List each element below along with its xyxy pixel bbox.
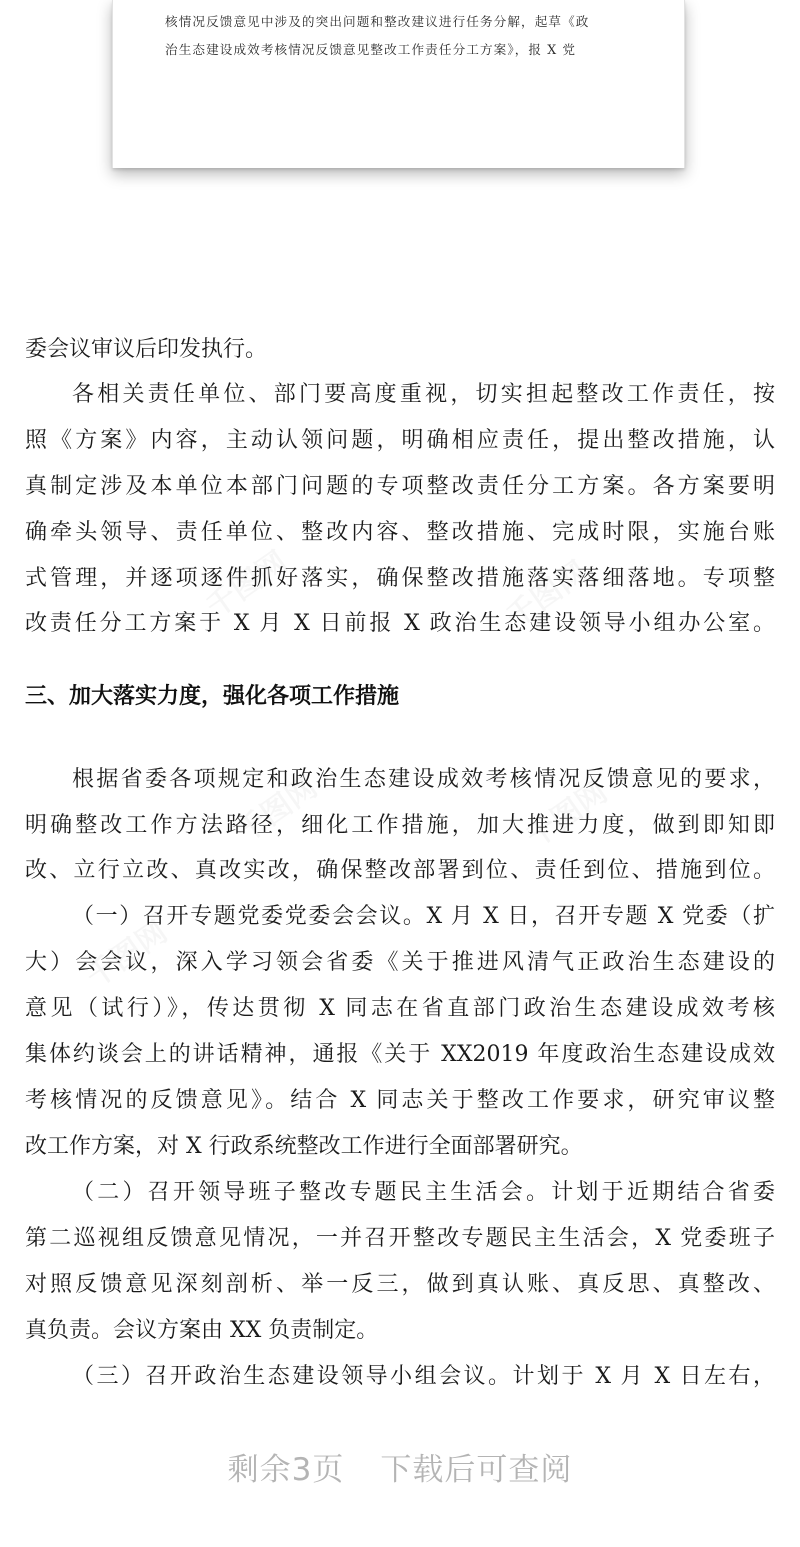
preview-text-line: 核情况反馈意见中涉及的突出问题和整改建议进行任务分解，起草《政 xyxy=(165,14,590,29)
body-text-line: 明确整改工作方法路径，细化工作措施，加大推进力度，做到即知即 xyxy=(25,813,775,838)
body-text-line: 各相关责任单位、部门要高度重视，切实担起整改工作责任，按 xyxy=(72,382,775,407)
body-text-line: 考核情况的反馈意见》。结合 X 同志关于整改工作要求，研究审议整 xyxy=(25,1088,775,1113)
body-text-line: 真负责。会议方案由 XX 负责制定。 xyxy=(25,1318,379,1343)
body-text-line: 照《方案》内容，主动认领问题，明确相应责任，提出整改措施，认 xyxy=(25,428,775,453)
body-text-line: 式管理，并逐项逐件抓好落实，确保整改措施落实落细落地。专项整 xyxy=(25,566,775,591)
download-prompt[interactable] xyxy=(0,1444,800,1489)
remaining-pages-label[interactable]: 剩余3页 xyxy=(227,1452,345,1488)
body-text-line: 大）会会议，深入学习领会省委《关于推进风清气正政治生态建设的 xyxy=(25,950,775,975)
body-text-line: 确牵头领导、责任单位、整改内容、整改措施、完成时限，实施台账 xyxy=(25,520,775,545)
body-text-line: 意见（试行）》，传达贯彻 X 同志在省直部门政治生态建设成效考核 xyxy=(25,996,775,1021)
section-heading: 三、加大落实力度，强化各项工作措施 xyxy=(25,684,400,709)
body-text-line: 改责任分工方案于 X 月 X 日前报 X 政治生态建设领导小组办公室。 xyxy=(25,611,775,636)
body-text-line: 根据省委各项规定和政治生态建设成效考核情况反馈意见的要求， xyxy=(72,767,775,792)
body-text-line: （一）召开专题党委党委会会议。X 月 X 日，召开专题 X 党委（扩 xyxy=(72,904,775,929)
body-text-line: 第二巡视组反馈意见情况，一并召开整改专题民主生活会，X 党委班子 xyxy=(25,1226,775,1251)
body-text-line: 对照反馈意见深刻剖析、举一反三，做到真认账、真反思、真整改、 xyxy=(25,1272,775,1297)
body-text-line: （三）召开政治生态建设领导小组会议。计划于 X 月 X 日左右， xyxy=(72,1364,775,1389)
body-text-line: 改工作方案，对 X 行政系统整改工作进行全面部署研究。 xyxy=(25,1134,583,1159)
preview-text-line: 治生态建设成效考核情况反馈意见整改工作责任分工方案》，报 X 党 xyxy=(165,42,577,57)
body-text-line: 真制定涉及本单位本部门问题的专项整改责任分工方案。各方案要明 xyxy=(25,474,775,499)
body-text-line: 改、立行立改、真改实改，确保整改部署到位、责任到位、措施到位。 xyxy=(25,858,775,883)
body-text-line: 集体约谈会上的讲话精神，通报《关于 XX2019 年度政治生态建设成效 xyxy=(25,1042,775,1067)
download-to-view-label[interactable]: 下载后可查阅 xyxy=(380,1452,573,1488)
document-preview-card xyxy=(112,0,685,168)
body-text-line: （二）召开领导班子整改专题民主生活会。计划于近期结合省委 xyxy=(72,1180,775,1205)
body-text-line: 委会议审议后印发执行。 xyxy=(25,337,268,362)
